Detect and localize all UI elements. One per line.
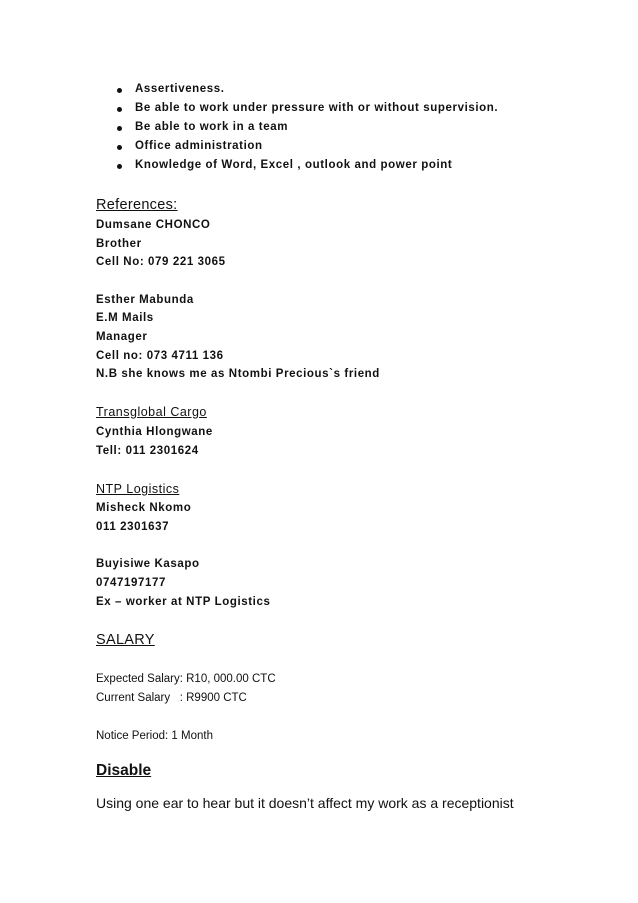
- reference-note: N.B she knows me as Ntombi Precious`s friend: [96, 368, 380, 380]
- disability-heading: Disable: [96, 762, 152, 779]
- bullet-icon: [117, 88, 122, 93]
- expected-salary: Expected Salary: R10, 000.00 CTC: [96, 673, 276, 685]
- bullet-icon: [117, 107, 122, 112]
- disability-text: Using one ear to hear but it doesn’t affect my work as a receptionist: [96, 795, 514, 811]
- salary-heading: SALARY: [96, 632, 155, 648]
- skill-item: Be able to work under pressure with or without supervision.: [135, 102, 499, 114]
- reference-tel: 011 2301637: [96, 521, 170, 533]
- reference-company-heading: NTP Logistics: [96, 482, 180, 496]
- references-heading: References:: [96, 197, 178, 213]
- reference-tel: Tell: 011 2301624: [96, 445, 199, 457]
- current-salary: Current Salary : R9900 CTC: [96, 692, 247, 704]
- reference-cell: Cell no: 073 4711 136: [96, 350, 224, 362]
- reference-title: Manager: [96, 331, 148, 343]
- reference-name: Dumsane CHONCO: [96, 219, 211, 231]
- reference-name: Cynthia Hlongwane: [96, 426, 213, 438]
- reference-name: Esther Mabunda: [96, 294, 194, 306]
- reference-cell: Cell No: 079 221 3065: [96, 256, 226, 268]
- bullet-icon: [117, 126, 122, 131]
- skill-item: Assertiveness.: [135, 83, 225, 95]
- skill-item: Office administration: [135, 140, 263, 152]
- reference-name: Buyisiwe Kasapo: [96, 558, 200, 570]
- reference-relation: Brother: [96, 238, 142, 250]
- reference-name: Misheck Nkomo: [96, 502, 192, 514]
- bullet-icon: [117, 164, 122, 169]
- skill-item: Knowledge of Word, Excel , outlook and power point: [135, 159, 453, 171]
- reference-note: Ex – worker at NTP Logistics: [96, 596, 271, 608]
- bullet-icon: [117, 145, 122, 150]
- skill-item: Be able to work in a team: [135, 121, 289, 133]
- notice-period: Notice Period: 1 Month: [96, 730, 213, 742]
- reference-company-heading: Transglobal Cargo: [96, 405, 207, 419]
- reference-company: E.M Mails: [96, 312, 154, 324]
- reference-tel: 0747197177: [96, 577, 166, 589]
